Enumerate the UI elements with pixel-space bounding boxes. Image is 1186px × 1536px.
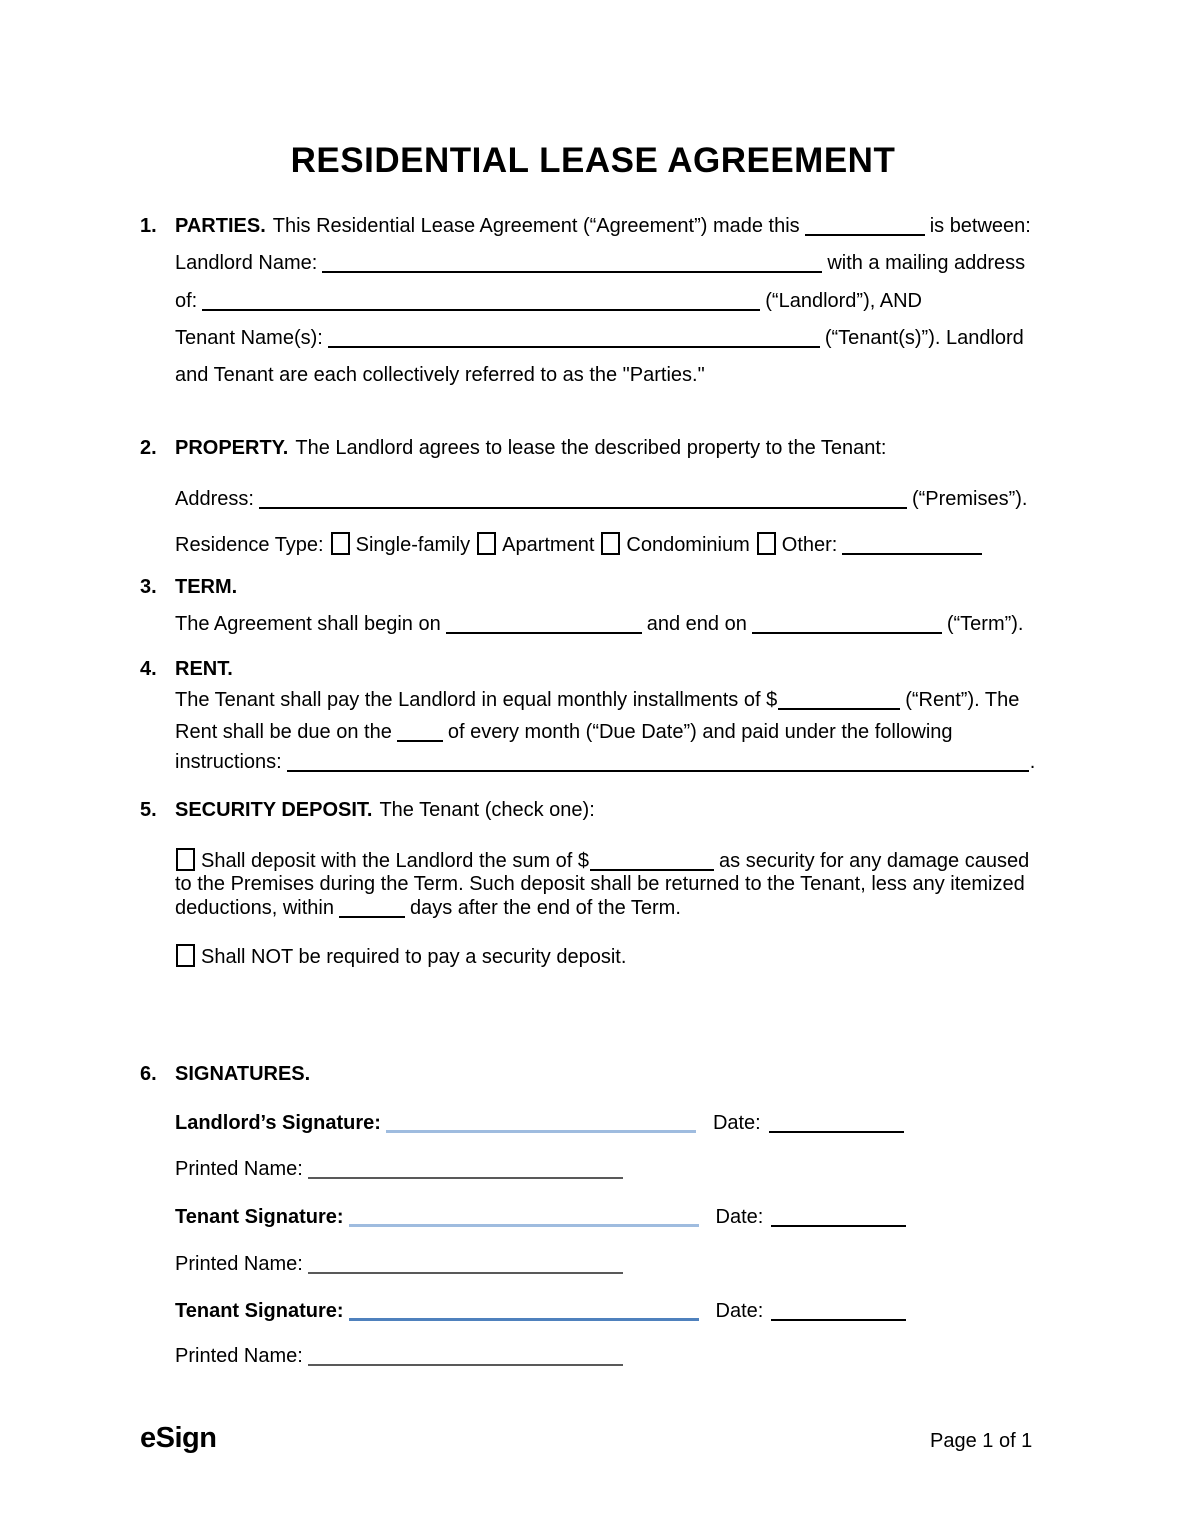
- landlord-name-label: Landlord Name:: [175, 252, 318, 274]
- landlord-name-blank[interactable]: [322, 251, 822, 273]
- other-checkbox[interactable]: [757, 532, 776, 555]
- deposit-option-2-line: [175, 944, 626, 969]
- tenant1-signature-line[interactable]: [349, 1204, 699, 1227]
- tenant-name-blank[interactable]: [328, 326, 820, 348]
- property-address-line: [175, 487, 1027, 511]
- deposit-option-1: [175, 848, 1029, 920]
- parties-text-2b: with a mailing address: [827, 252, 1026, 274]
- residence-type-label: Residence Type:: [175, 534, 324, 556]
- security-intro: The Tenant (check one):: [379, 799, 595, 821]
- deposit-text-1a: Shall deposit with the Landlord the sum of $: [201, 850, 590, 872]
- date-label: Date:: [715, 1300, 764, 1322]
- landlord-signature-label: Landlord’s Signature:: [175, 1112, 381, 1134]
- section-number: 5.: [140, 799, 157, 821]
- due-day-blank[interactable]: [397, 720, 443, 742]
- tenant2-date-line[interactable]: [771, 1299, 906, 1321]
- rent-text-1b: (“Rent”). The: [905, 689, 1020, 711]
- single-family-checkbox[interactable]: [331, 532, 350, 555]
- term-text-1c: (“Term”).: [946, 613, 1024, 635]
- deposit-text-1b: as security for any damage caused: [719, 850, 1030, 872]
- parties-line-5: [175, 363, 705, 387]
- term-text-1a: The Agreement shall begin on: [175, 613, 441, 635]
- tenant2-printed-name-line[interactable]: [308, 1344, 623, 1366]
- printed-name-label: Printed Name:: [175, 1158, 303, 1180]
- esign-logo: eSign: [140, 1422, 217, 1454]
- deposit-text-3b: days after the end of the Term.: [409, 897, 681, 919]
- deposit-days-blank[interactable]: [339, 896, 405, 918]
- signatures-heading-line: [140, 1062, 310, 1086]
- deposit-amount-blank[interactable]: [590, 849, 714, 871]
- rent-text-2b: of every month (“Due Date”) and paid under the following: [447, 721, 953, 743]
- no-deposit-text: Shall NOT be required to pay a security deposit.: [201, 946, 627, 968]
- date-made-blank[interactable]: [805, 214, 925, 236]
- parties-text-1b: is between:: [929, 215, 1031, 237]
- no-deposit-checkbox[interactable]: [176, 944, 195, 967]
- tenant1-signature-label: Tenant Signature:: [175, 1206, 344, 1228]
- parties-heading-line: [140, 214, 1031, 238]
- other-label: Other:: [781, 534, 838, 556]
- parties-text-4b: (“Tenant(s)”). Landlord: [824, 327, 1024, 349]
- parties-text-3b: (“Landlord”), AND: [765, 290, 922, 312]
- apartment-label: Apartment: [502, 534, 595, 556]
- date-label: Date:: [715, 1206, 764, 1228]
- tenant-name-label: Tenant Name(s):: [175, 327, 323, 349]
- landlord-printed-name-row: [175, 1157, 628, 1181]
- document-title: RESIDENTIAL LEASE AGREEMENT: [290, 141, 896, 180]
- page-indicator: Page 1 of 1: [930, 1430, 1033, 1452]
- rent-line-3: [175, 750, 1035, 774]
- term-end-blank[interactable]: [752, 612, 942, 634]
- tenant2-signature-label: Tenant Signature:: [175, 1300, 344, 1322]
- landlord-address-blank[interactable]: [202, 289, 760, 311]
- section-heading-rent: RENT.: [175, 658, 233, 680]
- property-address-blank[interactable]: [259, 487, 907, 509]
- parties-line-2: [175, 251, 1025, 275]
- address-label: Address:: [175, 488, 254, 510]
- section-number: 6.: [140, 1063, 157, 1085]
- section-number: 2.: [140, 437, 157, 459]
- section-heading-signatures: SIGNATURES.: [175, 1063, 311, 1085]
- tenant1-date-line[interactable]: [771, 1205, 906, 1227]
- property-heading-line: [140, 436, 887, 460]
- rent-text-2a: Rent shall be due on the: [175, 721, 392, 743]
- apartment-checkbox[interactable]: [477, 532, 496, 555]
- rent-line-1: [175, 688, 1019, 712]
- tenant1-printed-name-line[interactable]: [308, 1252, 623, 1274]
- residence-type-line: [175, 532, 987, 557]
- deposit-option-2: [175, 944, 626, 969]
- printed-name-label: Printed Name:: [175, 1253, 303, 1275]
- security-heading-line: [140, 798, 595, 822]
- rent-heading-line: [140, 657, 233, 681]
- section-heading-security: SECURITY DEPOSIT.: [175, 799, 373, 821]
- date-label: Date:: [712, 1112, 761, 1134]
- parties-text-5: and Tenant are each collectively referred to as the "Parties.": [175, 364, 705, 386]
- landlord-signature-line[interactable]: [386, 1110, 696, 1133]
- deposit-required-checkbox[interactable]: [176, 848, 195, 871]
- term-text-1b: and end on: [646, 613, 747, 635]
- property-intro: The Landlord agrees to lease the described property to the Tenant:: [295, 437, 887, 459]
- section-heading-property: PROPERTY.: [175, 437, 289, 459]
- tenant2-signature-row: [175, 1298, 911, 1323]
- section-number: 3.: [140, 576, 157, 598]
- term-heading-line: [140, 575, 237, 599]
- rent-line-2: [175, 720, 953, 744]
- parties-line-3: [175, 289, 922, 313]
- printed-name-label: Printed Name:: [175, 1345, 303, 1367]
- tenant1-signature-row: [175, 1204, 911, 1229]
- rent-text-1a: The Tenant shall pay the Landlord in equal monthly installments of $: [175, 689, 778, 711]
- term-line: [175, 612, 1023, 636]
- payment-instructions-blank[interactable]: [287, 750, 1029, 772]
- instructions-label: instructions:: [175, 751, 282, 773]
- other-residence-blank[interactable]: [842, 533, 982, 555]
- premises-suffix: (“Premises”).: [911, 488, 1028, 510]
- deposit-text-3a: deductions, within: [175, 897, 334, 919]
- condominium-checkbox[interactable]: [601, 532, 620, 555]
- deposit-text-2: to the Premises during the Term. Such deposit shall be returned to the Tenant, less any itemized: [175, 873, 1025, 895]
- term-start-blank[interactable]: [446, 612, 642, 634]
- section-number: 1.: [140, 215, 157, 237]
- deposit-option-1-line-3: [175, 896, 1029, 920]
- deposit-option-1-line-2: [175, 873, 1029, 896]
- rent-amount-blank[interactable]: [778, 688, 900, 710]
- section-heading-parties: PARTIES.: [175, 215, 266, 237]
- section-number: 4.: [140, 658, 157, 680]
- parties-text-1a: This Residential Lease Agreement (“Agreement”) made this: [272, 215, 800, 237]
- tenant2-signature-line[interactable]: [349, 1298, 699, 1321]
- tenant2-printed-name-row: [175, 1344, 628, 1368]
- parties-line-4: [175, 326, 1024, 350]
- deposit-option-1-line-1: [175, 848, 1029, 873]
- condominium-label: Condominium: [626, 534, 750, 556]
- tenant1-printed-name-row: [175, 1252, 628, 1276]
- landlord-date-line[interactable]: [769, 1111, 904, 1133]
- landlord-printed-name-line[interactable]: [308, 1157, 623, 1179]
- landlord-signature-row: [175, 1110, 909, 1135]
- landlord-address-label: of:: [175, 290, 198, 312]
- section-heading-term: TERM.: [175, 576, 238, 598]
- rent-text-3b: .: [1029, 751, 1036, 773]
- single-family-label: Single-family: [355, 534, 471, 556]
